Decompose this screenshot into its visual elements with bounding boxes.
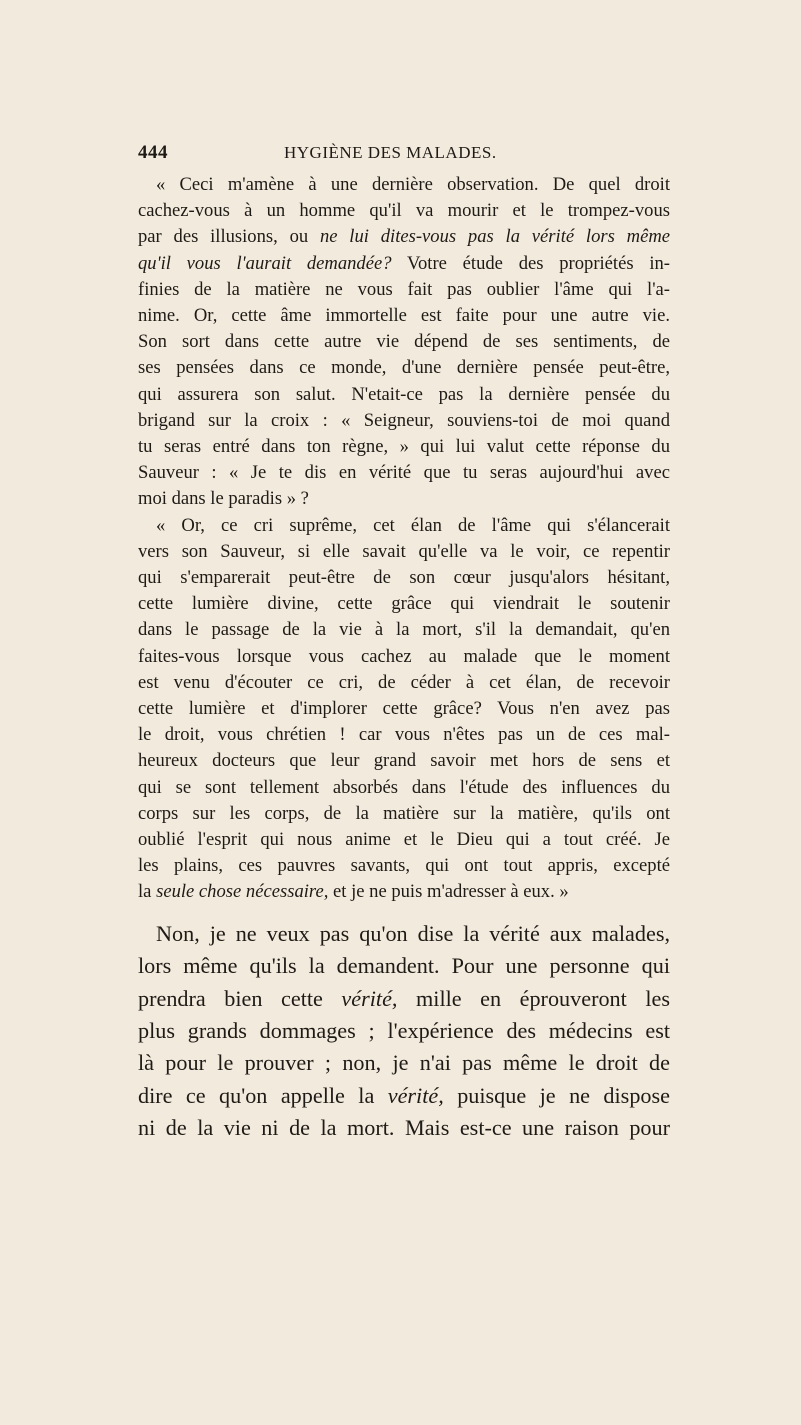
quote-line: Son sort dans cette autre vie dépend de ses sentiments, de — [138, 331, 670, 353]
body-line: prendra bien cette vérité, mille en éprouveront les — [138, 985, 670, 1011]
quote-line: cette lumière divine, cette grâce qui viendrait le soutenir — [138, 593, 670, 615]
quote-line: qui se sont tellement absorbés dans l'étude des influences du — [138, 776, 670, 798]
quote-line: finies de la matière ne vous fait pas oublier l'âme qui l'a- — [138, 278, 670, 300]
body-line: ni de la vie ni de la mort. Mais est-ce une raison pour — [138, 1115, 670, 1141]
body-line: Non, je ne veux pas qu'on dise la vérité aux malades, — [156, 920, 670, 946]
quote-line: cette lumière et d'implorer cette grâce? Vous n'en avez pas — [138, 698, 670, 720]
quote-line: corps sur les corps, de la matière sur la matière, qu'ils ont — [138, 802, 670, 824]
quote-line: heureux docteurs que leur grand savoir met hors de sens et — [138, 750, 670, 772]
quote-line: moi dans le paradis » ? — [138, 488, 309, 510]
quote-line: oublié l'esprit qui nous anime et le Dieu qui a tout créé. Je — [138, 829, 670, 851]
quote-line: qui s'emparerait peut-être de son cœur jusqu'alors hésitant, — [138, 567, 670, 589]
text-block — [138, 172, 670, 1145]
quote-line: faites-vous lorsque vous cachez au malade que le moment — [138, 645, 670, 667]
quote-line: les plains, ces pauvres savants, qui ont tout appris, excepté — [138, 855, 670, 877]
quote-line: brigand sur la croix : « Seigneur, souviens-toi de moi quand — [138, 409, 670, 431]
quote-line: vers son Sauveur, si elle savait qu'elle va le voir, ce repentir — [138, 540, 670, 562]
body-paragraph — [138, 918, 670, 1145]
quote-line: qu'il vous l'aurait demandée? Votre étude des propriétés in- — [138, 252, 671, 274]
running-head — [138, 142, 658, 166]
quote-line: par des illusions, ou ne lui dites-vous pas la vérité lors même — [138, 226, 670, 248]
quote-line: ses pensées dans ce monde, d'une dernière pensée peut-être, — [138, 357, 670, 379]
body-line: là pour le prouver ; non, je n'ai pas même le droit de — [138, 1050, 670, 1076]
running-title: HYGIÈNE DES MALADES. — [284, 143, 497, 162]
quote-line: tu seras entré dans ton règne, » qui lui valut cette réponse du — [138, 436, 670, 458]
quote-line: « Or, ce cri suprême, cet élan de l'âme qui s'élancerait — [156, 514, 670, 536]
quote-line: nime. Or, cette âme immortelle est faite pour une autre vie. — [138, 305, 670, 327]
body-line: dire ce qu'on appelle la vérité, puisque je ne dispose — [138, 1082, 670, 1108]
quote-line: la seule chose nécessaire, et je ne puis m'adresser à eux. » — [138, 881, 569, 903]
quote-line: cachez-vous à un homme qu'il va mourir et le trompez-vous — [138, 200, 670, 222]
quote-line: est venu d'écouter ce cri, de céder à cet élan, de recevoir — [138, 671, 670, 693]
quoted-passage — [138, 172, 670, 906]
quote-line: qui assurera son salut. N'etait-ce pas la dernière pensée du — [138, 383, 670, 405]
body-line: plus grands dommages ; l'expérience des médecins est — [138, 1017, 670, 1043]
quote-line: « Ceci m'amène à une dernière observation. De quel droit — [156, 174, 670, 195]
quote-line: dans le passage de la vie à la mort, s'il la demandait, qu'en — [138, 619, 670, 641]
body-line: lors même qu'ils la demandent. Pour une personne qui — [138, 953, 670, 979]
page-number: 444 — [138, 142, 168, 163]
quote-line: le droit, vous chrétien ! car vous n'êtes pas un de ces mal- — [138, 724, 670, 746]
quote-line: Sauveur : « Je te dis en vérité que tu seras aujourd'hui avec — [138, 462, 670, 484]
